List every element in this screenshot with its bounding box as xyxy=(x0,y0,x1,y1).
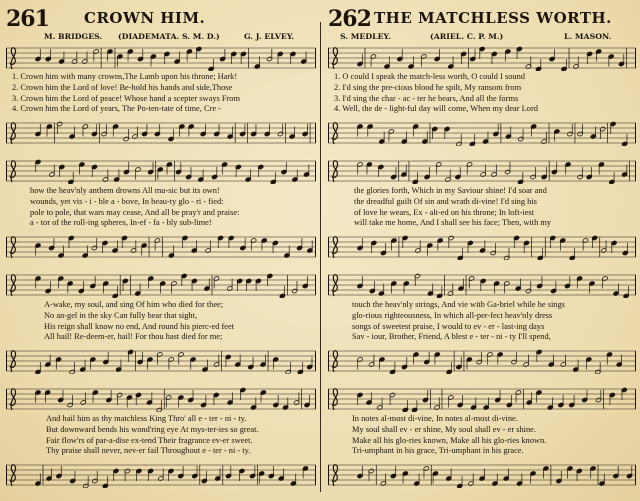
lyric-line: songs of sweetest praise, I would to ev - er - last-ing days xyxy=(352,321,545,331)
music-staff xyxy=(328,158,636,184)
lyric-line: will take me home, And I shall see his face; Then, with my xyxy=(354,218,552,228)
music-staff xyxy=(6,45,316,71)
lyric-line: But downward bends his wond'ring eye At mys-ter-ies so great. xyxy=(46,424,259,434)
music-staff xyxy=(328,272,636,298)
lyric-line: touch the heav'nly strings, And vie with Ga-briel while he sings xyxy=(352,300,565,309)
lyric-line: 2. I'd sing the pre-cious blood he spilt, My ransom from xyxy=(334,82,522,92)
lyric-line: Fair flow'rs of par-a-dise ex-tend Their fragrance ev-er sweet. xyxy=(46,435,253,445)
hymn-number: 262 xyxy=(328,6,371,32)
music-staff xyxy=(6,234,316,260)
lyric-line: 1. O could I speak the match-less worth, O could I sound xyxy=(334,72,525,81)
lyric-line: the glories forth, Which in my Saviour shine! I'd soar and xyxy=(354,186,547,195)
tune-credit: (ARIEL. C. P. M.) xyxy=(430,32,504,41)
lyric-line: pole to pole, that wars may cease, And all be pray'r and praise: xyxy=(30,207,240,217)
lyrics-block xyxy=(30,186,340,229)
music-staff xyxy=(6,462,316,488)
lyric-line: 4. Well, the de - light-ful day will come, When my dear Lord xyxy=(334,104,538,114)
lyrics-block xyxy=(352,300,640,343)
lyrics-block xyxy=(334,72,640,115)
lyric-line: All hail! Re-deem-er, hail! For thou hast died for me; xyxy=(44,332,223,342)
composer-credit: G. J. ELVEY. xyxy=(244,32,295,41)
lyric-line: A-wake, my soul, and sing Of him who died for thee; xyxy=(44,300,224,309)
music-staff xyxy=(328,462,636,488)
lyric-line: Sav - iour, Brother, Friend, A blest e - ter - ni - ty I'll spend, xyxy=(352,332,551,342)
lyric-line: And hail him as thy matchless King Thro' all e - ter - ni - ty. xyxy=(46,414,247,423)
author-credit: S. MEDLEY. xyxy=(340,32,391,41)
lyric-line: Thy praise shall never, nev-er fail Throughout e - ter - ni - ty. xyxy=(46,446,251,456)
lyrics-block xyxy=(44,300,354,343)
music-staff xyxy=(6,158,316,184)
music-staff xyxy=(6,272,316,298)
lyric-line: 3. I'd sing the char - ac - ter he bears, And all the forms xyxy=(334,93,519,103)
lyric-line: My soul shall ev - er shine, My soul shall ev - er shine. xyxy=(352,424,536,434)
composer-credit: L. MASON. xyxy=(564,32,612,41)
music-staff xyxy=(328,348,636,374)
lyric-line: Make all his glo-ries known, Make all his glo-ries known. xyxy=(352,435,547,445)
hymn-title: THE MATCHLESS WORTH. xyxy=(374,9,612,27)
hymn-number: 261 xyxy=(6,6,49,32)
hymn-262 xyxy=(328,0,636,456)
lyric-line: His reign shall know no end, And round his pierc-ed feet xyxy=(44,321,235,331)
hymn-title: CROWN HIM. xyxy=(84,9,206,27)
lyrics-block xyxy=(46,414,356,457)
lyric-line: 1. Crown him with many crowns,The Lamb upon his throne; Hark! xyxy=(12,72,238,81)
lyric-line: a - tor of the roll-ing spheres, In-ef - fa - bly sub-lime! xyxy=(30,218,212,228)
music-staff xyxy=(6,386,316,412)
lyric-line: 3. Crown him the Lord of peace! Whose hand a scepter sways From xyxy=(12,93,241,103)
lyric-line: Tri-umphant in his grace, Tri-umphant in his grace. xyxy=(352,446,524,456)
hymn-header xyxy=(6,0,316,34)
lyric-line: glo-rious righteousness, In which all-per-fect heav'nly dress xyxy=(352,310,553,320)
music-staff xyxy=(328,120,636,146)
lyric-line: of love he wears, Ex - alt-ed on his throne; In loft-iest xyxy=(354,207,535,217)
lyrics-block xyxy=(352,414,640,457)
lyrics-block xyxy=(12,72,322,115)
music-staff xyxy=(328,386,636,412)
lyric-line: the dreadful guilt Of sin and wrath di-vine! I'd sing his xyxy=(354,196,537,206)
music-staff xyxy=(328,234,636,260)
lyric-line: 4. Crown him the Lord of years, The Po-ten-tate of time, Cre - xyxy=(12,104,221,114)
hymn-261 xyxy=(6,0,316,456)
tune-credit: (DIADEMATA. S. M. D.) xyxy=(118,32,220,41)
music-staff xyxy=(328,45,636,71)
hymn-header xyxy=(328,0,636,34)
lyric-line: wounds, yet vis - i - ble a - bove, In beau-ty glo - ri - fied: xyxy=(30,196,224,206)
lyrics-block xyxy=(354,186,640,229)
lyric-line: 2. Crown him the Lord of love! Be-hold his hands and side,Those xyxy=(12,82,233,92)
music-staff xyxy=(6,120,316,146)
lyric-line: how the heav'nly anthem drowns All mu-sic but its own! xyxy=(30,186,220,195)
music-staff xyxy=(6,348,316,374)
lyric-line: In notes al-most di-vine, In notes al-most di-vine. xyxy=(352,414,518,423)
lyric-line: No an-gel in the sky Can fully bear that sight, xyxy=(44,310,198,320)
author-credit: M. BRIDGES. xyxy=(44,32,103,41)
